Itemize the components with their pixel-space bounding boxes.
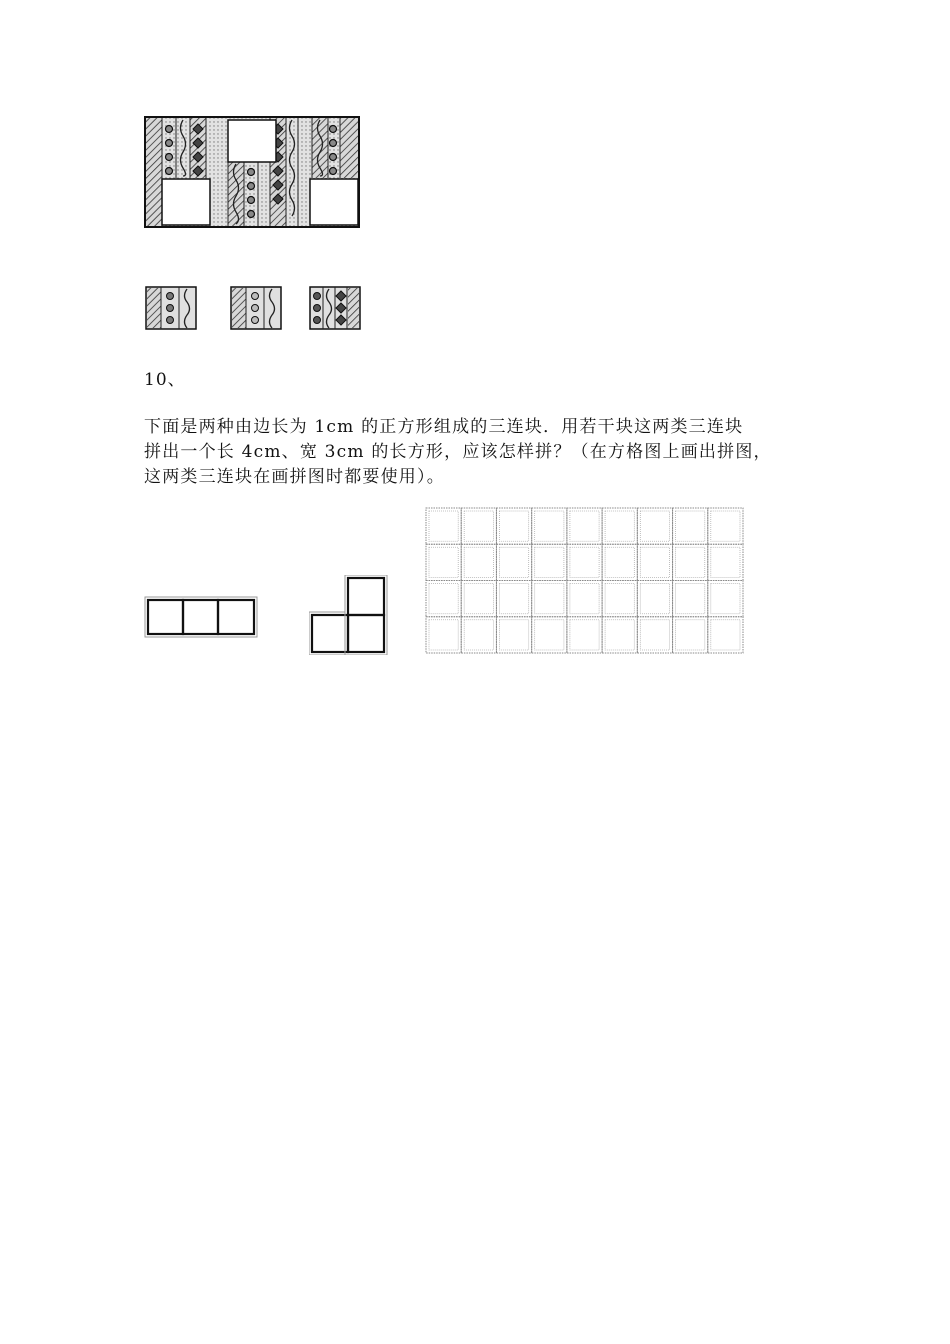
grid-cell-inner bbox=[499, 511, 528, 541]
grid-cell[interactable] bbox=[532, 508, 567, 544]
grid-cell[interactable] bbox=[532, 544, 567, 580]
grid-cell-inner bbox=[570, 620, 599, 650]
grid-cell-inner bbox=[605, 511, 634, 541]
grid-cell[interactable] bbox=[602, 544, 637, 580]
l-tromino-figure bbox=[309, 575, 389, 655]
grid-cell-inner bbox=[605, 547, 634, 577]
grid-cell-inner bbox=[570, 511, 599, 541]
grid-cell[interactable] bbox=[708, 508, 743, 544]
grid-cell-inner bbox=[464, 620, 493, 650]
grid-cell-inner bbox=[640, 584, 669, 614]
grid-cell[interactable] bbox=[673, 581, 708, 617]
grid-cell-inner bbox=[676, 584, 705, 614]
grid-cell[interactable] bbox=[673, 544, 708, 580]
grid-cell-inner bbox=[640, 620, 669, 650]
grid-cell-inner bbox=[535, 620, 564, 650]
grid-cell-inner bbox=[570, 584, 599, 614]
question-text-line-1: 下面是两种由边长为 1cm 的正方形组成的三连块．用若干块这两类三连块 bbox=[144, 417, 744, 437]
grid-cell-inner bbox=[499, 584, 528, 614]
grid-cell-inner bbox=[535, 584, 564, 614]
grid-cell-inner bbox=[499, 547, 528, 577]
option-tile-a[interactable] bbox=[145, 286, 197, 330]
grid-cell-inner bbox=[640, 547, 669, 577]
grid-cell-inner bbox=[605, 584, 634, 614]
grid-cell-inner bbox=[464, 547, 493, 577]
grid-cell[interactable] bbox=[532, 617, 567, 653]
grid-cell[interactable] bbox=[602, 508, 637, 544]
grid-cell-inner bbox=[711, 584, 740, 614]
grid-cell[interactable] bbox=[496, 544, 531, 580]
option-tile-b[interactable] bbox=[230, 286, 282, 330]
grid-cell-inner bbox=[605, 620, 634, 650]
grid-cell-inner bbox=[535, 511, 564, 541]
grid-cell-inner bbox=[429, 511, 458, 541]
grid-cell[interactable] bbox=[708, 581, 743, 617]
grid-cell[interactable] bbox=[637, 508, 672, 544]
option-tile-c[interactable] bbox=[309, 286, 361, 330]
grid-cell-inner bbox=[464, 584, 493, 614]
grid-cell-inner bbox=[711, 547, 740, 577]
grid-cell[interactable] bbox=[496, 617, 531, 653]
grid-cell[interactable] bbox=[532, 581, 567, 617]
grid-cell[interactable] bbox=[567, 581, 602, 617]
grid-cell[interactable] bbox=[637, 617, 672, 653]
grid-cell-inner bbox=[499, 620, 528, 650]
grid-cell-inner bbox=[429, 620, 458, 650]
grid-cell[interactable] bbox=[673, 617, 708, 653]
question-text-line-2: 拼出一个长 4cm、宽 3cm 的长方形，应该怎样拼？（在方格图上画出拼图， bbox=[144, 442, 772, 462]
grid-cell[interactable] bbox=[426, 617, 461, 653]
grid-cell-inner bbox=[535, 547, 564, 577]
grid-cell-inner bbox=[676, 511, 705, 541]
grid-cell-inner bbox=[711, 620, 740, 650]
grid-cell[interactable] bbox=[637, 544, 672, 580]
grid-cell[interactable] bbox=[602, 617, 637, 653]
grid-cell[interactable] bbox=[496, 581, 531, 617]
grid-cell[interactable] bbox=[461, 581, 496, 617]
grid-cell[interactable] bbox=[602, 581, 637, 617]
grid-cell[interactable] bbox=[426, 581, 461, 617]
grid-cell-inner bbox=[570, 547, 599, 577]
grid-cell-inner bbox=[711, 511, 740, 541]
grid-cell[interactable] bbox=[567, 617, 602, 653]
pattern-quilt-figure bbox=[144, 116, 360, 228]
straight-tromino-figure bbox=[144, 596, 258, 638]
grid-cell[interactable] bbox=[708, 544, 743, 580]
grid-cell[interactable] bbox=[637, 581, 672, 617]
grid-cell[interactable] bbox=[461, 617, 496, 653]
grid-cell[interactable] bbox=[426, 544, 461, 580]
grid-cell-inner bbox=[429, 584, 458, 614]
grid-cell-inner bbox=[676, 547, 705, 577]
grid-cell[interactable] bbox=[673, 508, 708, 544]
question-text-line-3: 这两类三连块在画拼图时都要使用）。 bbox=[144, 467, 445, 487]
grid-cell-inner bbox=[429, 547, 458, 577]
grid-cell[interactable] bbox=[461, 508, 496, 544]
grid-cell-inner bbox=[464, 511, 493, 541]
grid-cell[interactable] bbox=[426, 508, 461, 544]
grid-cell-inner bbox=[676, 620, 705, 650]
grid-cell[interactable] bbox=[708, 617, 743, 653]
grid-cell-inner bbox=[640, 511, 669, 541]
grid-cell[interactable] bbox=[496, 508, 531, 544]
question-number: 10、 bbox=[144, 370, 186, 390]
grid-cell[interactable] bbox=[567, 508, 602, 544]
grid-cell[interactable] bbox=[567, 544, 602, 580]
answer-grid[interactable] bbox=[424, 506, 745, 655]
grid-cell[interactable] bbox=[461, 544, 496, 580]
